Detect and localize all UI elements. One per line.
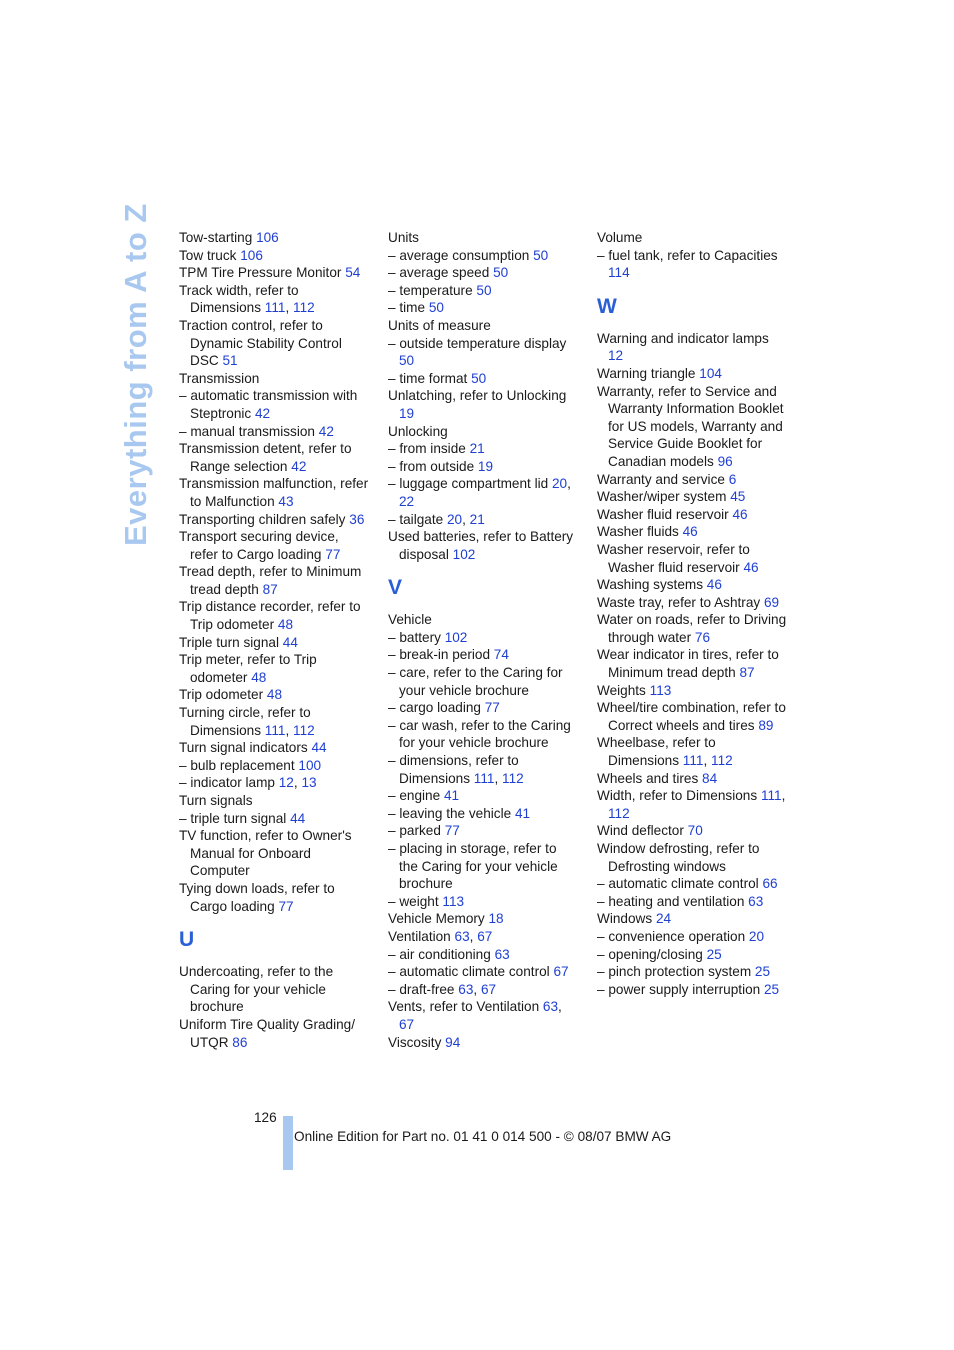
- index-term: Warning triangle: [597, 365, 696, 381]
- page-link[interactable]: 46: [732, 506, 748, 522]
- index-term: Transmission: [179, 370, 260, 386]
- index-entry: [597, 682, 787, 700]
- index-term: – tailgate: [388, 511, 444, 527]
- index-entry: [388, 717, 578, 752]
- index-term: – dimensions, refer to Dimensions: [388, 753, 519, 786]
- index-entry: [388, 264, 578, 282]
- index-entry: Turning circle, refer to Dimensions 111, 112: [179, 705, 315, 738]
- page-link[interactable]: 113: [442, 893, 465, 909]
- index-term: Waste tray, refer to Ashtray: [597, 594, 761, 610]
- page-link[interactable]: 102: [444, 629, 468, 645]
- index-term: – fuel tank, refer to Capacities: [597, 247, 778, 263]
- page-link[interactable]: 112: [502, 770, 524, 786]
- index-entry: [388, 611, 578, 629]
- index-entry: [179, 370, 369, 388]
- index-entry: [179, 247, 369, 265]
- index-term: – pinch protection system: [597, 964, 752, 980]
- index-term: Washer fluids: [597, 524, 679, 540]
- page-link[interactable]: 112: [293, 722, 315, 738]
- index-entry: [597, 840, 787, 875]
- page-link[interactable]: 46: [682, 524, 698, 540]
- index-term: – bulb replacement: [179, 757, 295, 773]
- page-link[interactable]: 25: [754, 964, 771, 980]
- index-term: – time: [388, 300, 426, 316]
- index-term: – automatic climate control: [388, 964, 550, 980]
- index-term: Washer reservoir, refer to Washer fluid reservoir: [597, 541, 750, 575]
- index-entry: [388, 458, 578, 476]
- index-term: Units of measure: [388, 317, 491, 333]
- page-link[interactable]: 36: [349, 511, 365, 527]
- index-entry: [597, 611, 787, 646]
- index-entry: [388, 229, 578, 247]
- index-entry: [597, 770, 787, 788]
- page-link[interactable]: 19: [477, 458, 494, 474]
- index-entry: [179, 739, 369, 757]
- index-term: Warning and indicator lamps: [597, 330, 769, 346]
- index-term: – temperature: [388, 282, 473, 298]
- index-term: Wheel/tire combination, refer to Correct wheels and tires: [597, 700, 786, 733]
- index-entry: [179, 387, 369, 422]
- index-entry: [597, 875, 787, 893]
- index-entry: [597, 229, 787, 247]
- index-term: Tow truck: [179, 247, 237, 263]
- index-entry: – indicator lamp 12, 13: [179, 775, 317, 791]
- index-column-3: [597, 229, 787, 998]
- index-term: Volume: [597, 230, 643, 245]
- page-link[interactable]: 18: [488, 911, 504, 927]
- index-term: – manual transmission: [179, 423, 315, 439]
- page-link[interactable]: 20: [446, 511, 463, 527]
- index-entry: – dimensions, refer to Dimensions 111, 112: [388, 753, 524, 786]
- index-entry: [388, 282, 578, 300]
- index-entry: [388, 664, 578, 699]
- page-link[interactable]: 46: [706, 577, 722, 593]
- index-entry: [388, 946, 578, 964]
- page-link[interactable]: 114: [608, 265, 630, 281]
- index-term: Used batteries, refer to Battery disposal: [388, 529, 574, 562]
- page-link[interactable]: 50: [428, 300, 444, 316]
- index-term: Turning circle, refer to Dimensions: [179, 705, 311, 738]
- index-entry: [597, 541, 787, 576]
- index-term: – cargo loading: [388, 700, 481, 716]
- page-link[interactable]: 94: [445, 1034, 461, 1050]
- page-link[interactable]: 112: [293, 300, 315, 316]
- index-term: – weight: [388, 893, 439, 909]
- index-entry: [388, 528, 578, 563]
- index-term: Windows: [597, 911, 653, 927]
- footer-accent-bar: [283, 1116, 293, 1170]
- index-entry: [388, 387, 578, 422]
- page-number: 126: [254, 1110, 277, 1125]
- index-entry: [388, 963, 578, 981]
- index-entry: [388, 840, 578, 893]
- index-entry: [179, 686, 369, 704]
- page-link[interactable]: 48: [266, 687, 283, 703]
- index-entry: [388, 629, 578, 647]
- page-link[interactable]: 41: [514, 805, 531, 821]
- index-term: – outside temperature display: [388, 335, 567, 351]
- page-link[interactable]: 102: [452, 546, 476, 562]
- index-entry: [179, 317, 369, 370]
- index-entry: [179, 423, 369, 441]
- index-column-1: [179, 229, 369, 1051]
- index-term: Ventilation: [388, 928, 451, 944]
- index-entry: [388, 699, 578, 717]
- index-entry: [388, 893, 578, 911]
- page-link[interactable]: 44: [311, 740, 327, 756]
- page-link[interactable]: 45: [730, 489, 746, 505]
- index-term: – average consumption: [388, 247, 530, 263]
- index-term: Vehicle Memory: [388, 911, 485, 927]
- index-term: Width, refer to Dimensions: [597, 788, 758, 804]
- page-link[interactable]: 42: [318, 423, 334, 439]
- index-term: TV function, refer to Owner's Manual for Onboard Computer: [179, 828, 352, 879]
- page-link[interactable]: 19: [399, 405, 415, 421]
- index-entry: [597, 963, 787, 981]
- page-link[interactable]: 111: [682, 753, 704, 769]
- index-term: Triple turn signal: [179, 634, 279, 650]
- index-term: Viscosity: [388, 1034, 442, 1050]
- page-link[interactable]: 63: [494, 946, 510, 962]
- index-entry: [597, 488, 787, 506]
- index-entry: [597, 594, 787, 612]
- index-term: Vehicle: [388, 612, 432, 628]
- index-entry: Track width, refer to Dimensions 111, 112: [179, 282, 315, 316]
- page-link[interactable]: 77: [484, 700, 500, 716]
- index-entry: [597, 910, 787, 928]
- index-term: Tying down loads, refer to Cargo loading: [179, 880, 335, 914]
- section-letter-u: U: [179, 928, 195, 952]
- page-link[interactable]: 112: [711, 753, 733, 769]
- index-entry: [597, 646, 787, 681]
- index-entry: [179, 757, 369, 775]
- page-link[interactable]: 77: [278, 898, 294, 914]
- page-link[interactable]: 22: [399, 493, 415, 509]
- page-link[interactable]: 41: [443, 788, 460, 804]
- index-term: Trip meter, refer to Trip odometer: [179, 652, 317, 685]
- index-column-2: [388, 229, 578, 1051]
- side-title: Everything from A to Z: [118, 203, 153, 546]
- page-link[interactable]: 74: [493, 647, 509, 663]
- page-link[interactable]: 111: [473, 770, 495, 786]
- index-entry: [597, 928, 787, 946]
- index-term: Undercoating, refer to the Caring for your vehicle brochure: [179, 964, 334, 1015]
- page-link[interactable]: 20: [748, 928, 765, 944]
- page-link[interactable]: 13: [301, 775, 317, 791]
- page-link[interactable]: 87: [262, 581, 278, 597]
- page-link[interactable]: 46: [743, 559, 759, 575]
- page-link[interactable]: 67: [477, 928, 493, 944]
- page-link[interactable]: 67: [399, 1016, 415, 1032]
- index-term: Wheels and tires: [597, 770, 699, 786]
- index-entry: [597, 383, 787, 471]
- index-entry: [388, 299, 578, 317]
- page-link[interactable]: 25: [706, 946, 722, 962]
- index-term: Transporting children safely: [179, 511, 346, 527]
- index-term: Water on roads, refer to Driving through water: [597, 612, 787, 645]
- index-term: – indicator lamp: [179, 775, 275, 791]
- index-entry: [179, 827, 369, 880]
- index-term: Washer fluid reservoir: [597, 506, 729, 522]
- index-entry: [597, 506, 787, 524]
- index-term: Warranty and service: [597, 471, 725, 487]
- index-term: – automatic climate control: [597, 876, 759, 892]
- page-link[interactable]: 66: [762, 876, 778, 892]
- index-entry: [388, 335, 578, 370]
- page-link[interactable]: 63: [458, 981, 474, 997]
- page-link[interactable]: 42: [291, 458, 307, 474]
- page-link[interactable]: 89: [758, 717, 774, 733]
- index-term: – triple turn signal: [179, 810, 287, 826]
- index-entry: Wheelbase, refer to Dimensions 111, 112: [597, 735, 733, 769]
- index-term: – opening/closing: [597, 946, 703, 962]
- index-entry: [179, 634, 369, 652]
- page-link[interactable]: 111: [264, 722, 286, 738]
- index-term: – leaving the vehicle: [388, 805, 512, 821]
- page-link[interactable]: 12: [608, 348, 624, 364]
- page-link[interactable]: 24: [655, 911, 672, 927]
- page-link[interactable]: 96: [717, 453, 733, 469]
- page-link[interactable]: 111: [760, 788, 782, 804]
- page-link[interactable]: 100: [298, 757, 322, 773]
- page-link[interactable]: 44: [282, 634, 298, 650]
- index-term: – from outside: [388, 458, 475, 474]
- index-term: – engine: [388, 788, 441, 804]
- index-entry: [388, 370, 578, 388]
- page-link[interactable]: 25: [764, 981, 780, 997]
- page-link[interactable]: 48: [251, 669, 267, 685]
- index-entry: [597, 523, 787, 541]
- index-entry: [597, 946, 787, 964]
- index-entry: [388, 822, 578, 840]
- page-link[interactable]: 44: [290, 810, 306, 826]
- index-term: – average speed: [388, 265, 490, 281]
- index-entry: [179, 440, 369, 475]
- index-entry: [179, 651, 369, 686]
- index-entry: [388, 440, 578, 458]
- index-term: – draft-free: [388, 981, 455, 997]
- index-term: Washer/wiper system: [597, 489, 727, 505]
- index-entry: Vents, refer to Ventilation 63, 67: [388, 999, 562, 1032]
- page-link[interactable]: 67: [553, 964, 569, 980]
- index-entry: [388, 247, 578, 265]
- index-entry: [388, 317, 578, 335]
- index-entry: [388, 910, 578, 928]
- index-term: – parked: [388, 823, 441, 839]
- page-link[interactable]: 106: [240, 247, 263, 263]
- page-link[interactable]: 50: [471, 370, 487, 386]
- index-entry: [179, 475, 369, 510]
- page-link[interactable]: 20: [551, 476, 568, 492]
- page-link[interactable]: 42: [255, 405, 271, 421]
- index-term: Wind deflector: [597, 823, 684, 839]
- index-term: Tread depth, refer to Minimum tread depth: [179, 564, 362, 597]
- section-letter-w: W: [597, 294, 617, 318]
- index-term: Vents, refer to Ventilation: [388, 999, 540, 1015]
- index-entry: [597, 330, 787, 365]
- index-entry: Ventilation 63, 67: [388, 928, 493, 944]
- index-term: Tow-starting: [179, 230, 253, 245]
- index-term: – luggage compartment lid: [388, 476, 549, 492]
- page-link[interactable]: 63: [542, 999, 559, 1015]
- index-entry: [597, 471, 787, 489]
- page-link[interactable]: 6: [728, 471, 737, 487]
- page-link[interactable]: 21: [469, 441, 485, 457]
- page-link[interactable]: 43: [278, 493, 294, 509]
- index-term: Transmission detent, refer to Range selection: [179, 441, 352, 474]
- page-link[interactable]: 63: [454, 928, 470, 944]
- index-entry: [597, 247, 787, 282]
- page-link[interactable]: 51: [222, 353, 238, 369]
- page-link[interactable]: 84: [702, 770, 718, 786]
- index-entry: [179, 563, 369, 598]
- index-term: Weights: [597, 682, 646, 698]
- index-term: Uniform Tire Quality Grading/ UTQR: [179, 1016, 356, 1050]
- index-term: Wear indicator in tires, refer to Minimum tread depth: [597, 647, 779, 681]
- index-entry: [597, 576, 787, 594]
- index-term: Trip odometer: [179, 687, 264, 703]
- page-link[interactable]: 54: [345, 265, 361, 281]
- index-term: Transport securing device, refer to Cargo loading: [179, 529, 339, 562]
- index-term: – car wash, refer to the Caring for your vehicle brochure: [388, 717, 571, 751]
- page-link[interactable]: 77: [444, 823, 460, 839]
- index-term: – break-in period: [388, 647, 491, 663]
- index-term: – convenience operation: [597, 928, 746, 944]
- index-term: Track width, refer to Dimensions: [179, 282, 299, 316]
- page-link[interactable]: 106: [256, 230, 279, 245]
- index-term: – heating and ventilation: [597, 893, 745, 909]
- index-term: – automatic transmission with Steptronic: [179, 388, 358, 421]
- index-term: – power supply interruption: [597, 981, 761, 997]
- page-link[interactable]: 76: [694, 629, 711, 645]
- index-term: Unlatching, refer to Unlocking: [388, 388, 567, 404]
- index-entry: [179, 1016, 369, 1051]
- index-term: – time format: [388, 370, 468, 386]
- page-link[interactable]: 48: [277, 617, 294, 633]
- index-entry: [388, 805, 578, 823]
- index-term: Units: [388, 230, 419, 245]
- index-term: Traction control, refer to Dynamic Stability Control DSC: [179, 317, 342, 369]
- page-link[interactable]: 86: [232, 1034, 248, 1050]
- page-link[interactable]: 50: [476, 282, 492, 298]
- index-term: TPM Tire Pressure Monitor: [179, 265, 342, 281]
- index-entry: [388, 646, 578, 664]
- index-entry: – draft-free 63, 67: [388, 981, 497, 997]
- index-term: Washing systems: [597, 577, 704, 593]
- index-term: Wheelbase, refer to Dimensions: [597, 735, 716, 769]
- index-entry: [179, 880, 369, 915]
- page-link[interactable]: 69: [763, 594, 780, 610]
- index-entry: [388, 787, 578, 805]
- index-entry: Width, refer to Dimensions 111, 112: [597, 788, 786, 821]
- index-entry: [179, 963, 369, 1016]
- index-entry: [179, 528, 369, 563]
- index-entry: [179, 792, 369, 810]
- index-entry: [388, 1034, 578, 1052]
- page-link[interactable]: 50: [493, 265, 509, 281]
- index-entry: – luggage compartment lid 20, 22: [388, 476, 571, 509]
- index-entry: [179, 598, 369, 633]
- index-term: Turn signal indicators: [179, 740, 308, 756]
- page-link[interactable]: 113: [649, 682, 672, 698]
- page-link[interactable]: 12: [278, 775, 294, 791]
- index-term: – care, refer to the Caring for your vehicle brochure: [388, 665, 563, 698]
- index-entry: [597, 981, 787, 999]
- page-link[interactable]: 104: [699, 365, 722, 381]
- page-link[interactable]: 50: [399, 353, 415, 369]
- index-term: – placing in storage, refer to the Caring for your vehicle brochure: [388, 841, 558, 892]
- page-link[interactable]: 77: [325, 546, 341, 562]
- footer-text: Online Edition for Part no. 01 41 0 014 500 - © 08/07 BMW AG: [294, 1129, 672, 1144]
- index-term: Transmission malfunction, refer to Malfunction: [179, 476, 369, 509]
- index-term: – air conditioning: [388, 946, 491, 962]
- index-entry: [179, 264, 369, 282]
- index-term: – battery: [388, 629, 441, 645]
- index-term: Trip distance recorder, refer to Trip odometer: [179, 599, 361, 633]
- page-link[interactable]: 70: [687, 823, 703, 839]
- page-link[interactable]: 63: [748, 893, 764, 909]
- index-term: Unlocking: [388, 423, 448, 439]
- index-term: Warranty, refer to Service and Warranty Information Booklet for US models, Warranty and Service Guide Booklet for Canadian models: [597, 383, 784, 469]
- page-link[interactable]: 87: [739, 665, 755, 681]
- page-link[interactable]: 50: [533, 247, 549, 263]
- index-term: Window defrosting, refer to Defrosting windows: [597, 841, 760, 874]
- index-entry: [597, 365, 787, 383]
- index-entry: [179, 229, 369, 247]
- section-letter-v: V: [388, 576, 403, 600]
- index-entry: – tailgate 20, 21: [388, 511, 485, 527]
- index-entry: [179, 810, 369, 828]
- index-term: – from inside: [388, 441, 466, 457]
- index-entry: [597, 699, 787, 734]
- page-link[interactable]: 67: [480, 981, 497, 997]
- page-link[interactable]: 21: [469, 511, 485, 527]
- index-entry: [388, 423, 578, 441]
- index-entry: [597, 893, 787, 911]
- page-link[interactable]: 112: [608, 805, 630, 821]
- index-entry: [597, 822, 787, 840]
- index-entry: [179, 511, 369, 529]
- index-term: Turn signals: [179, 793, 253, 808]
- page-link[interactable]: 111: [264, 300, 286, 316]
